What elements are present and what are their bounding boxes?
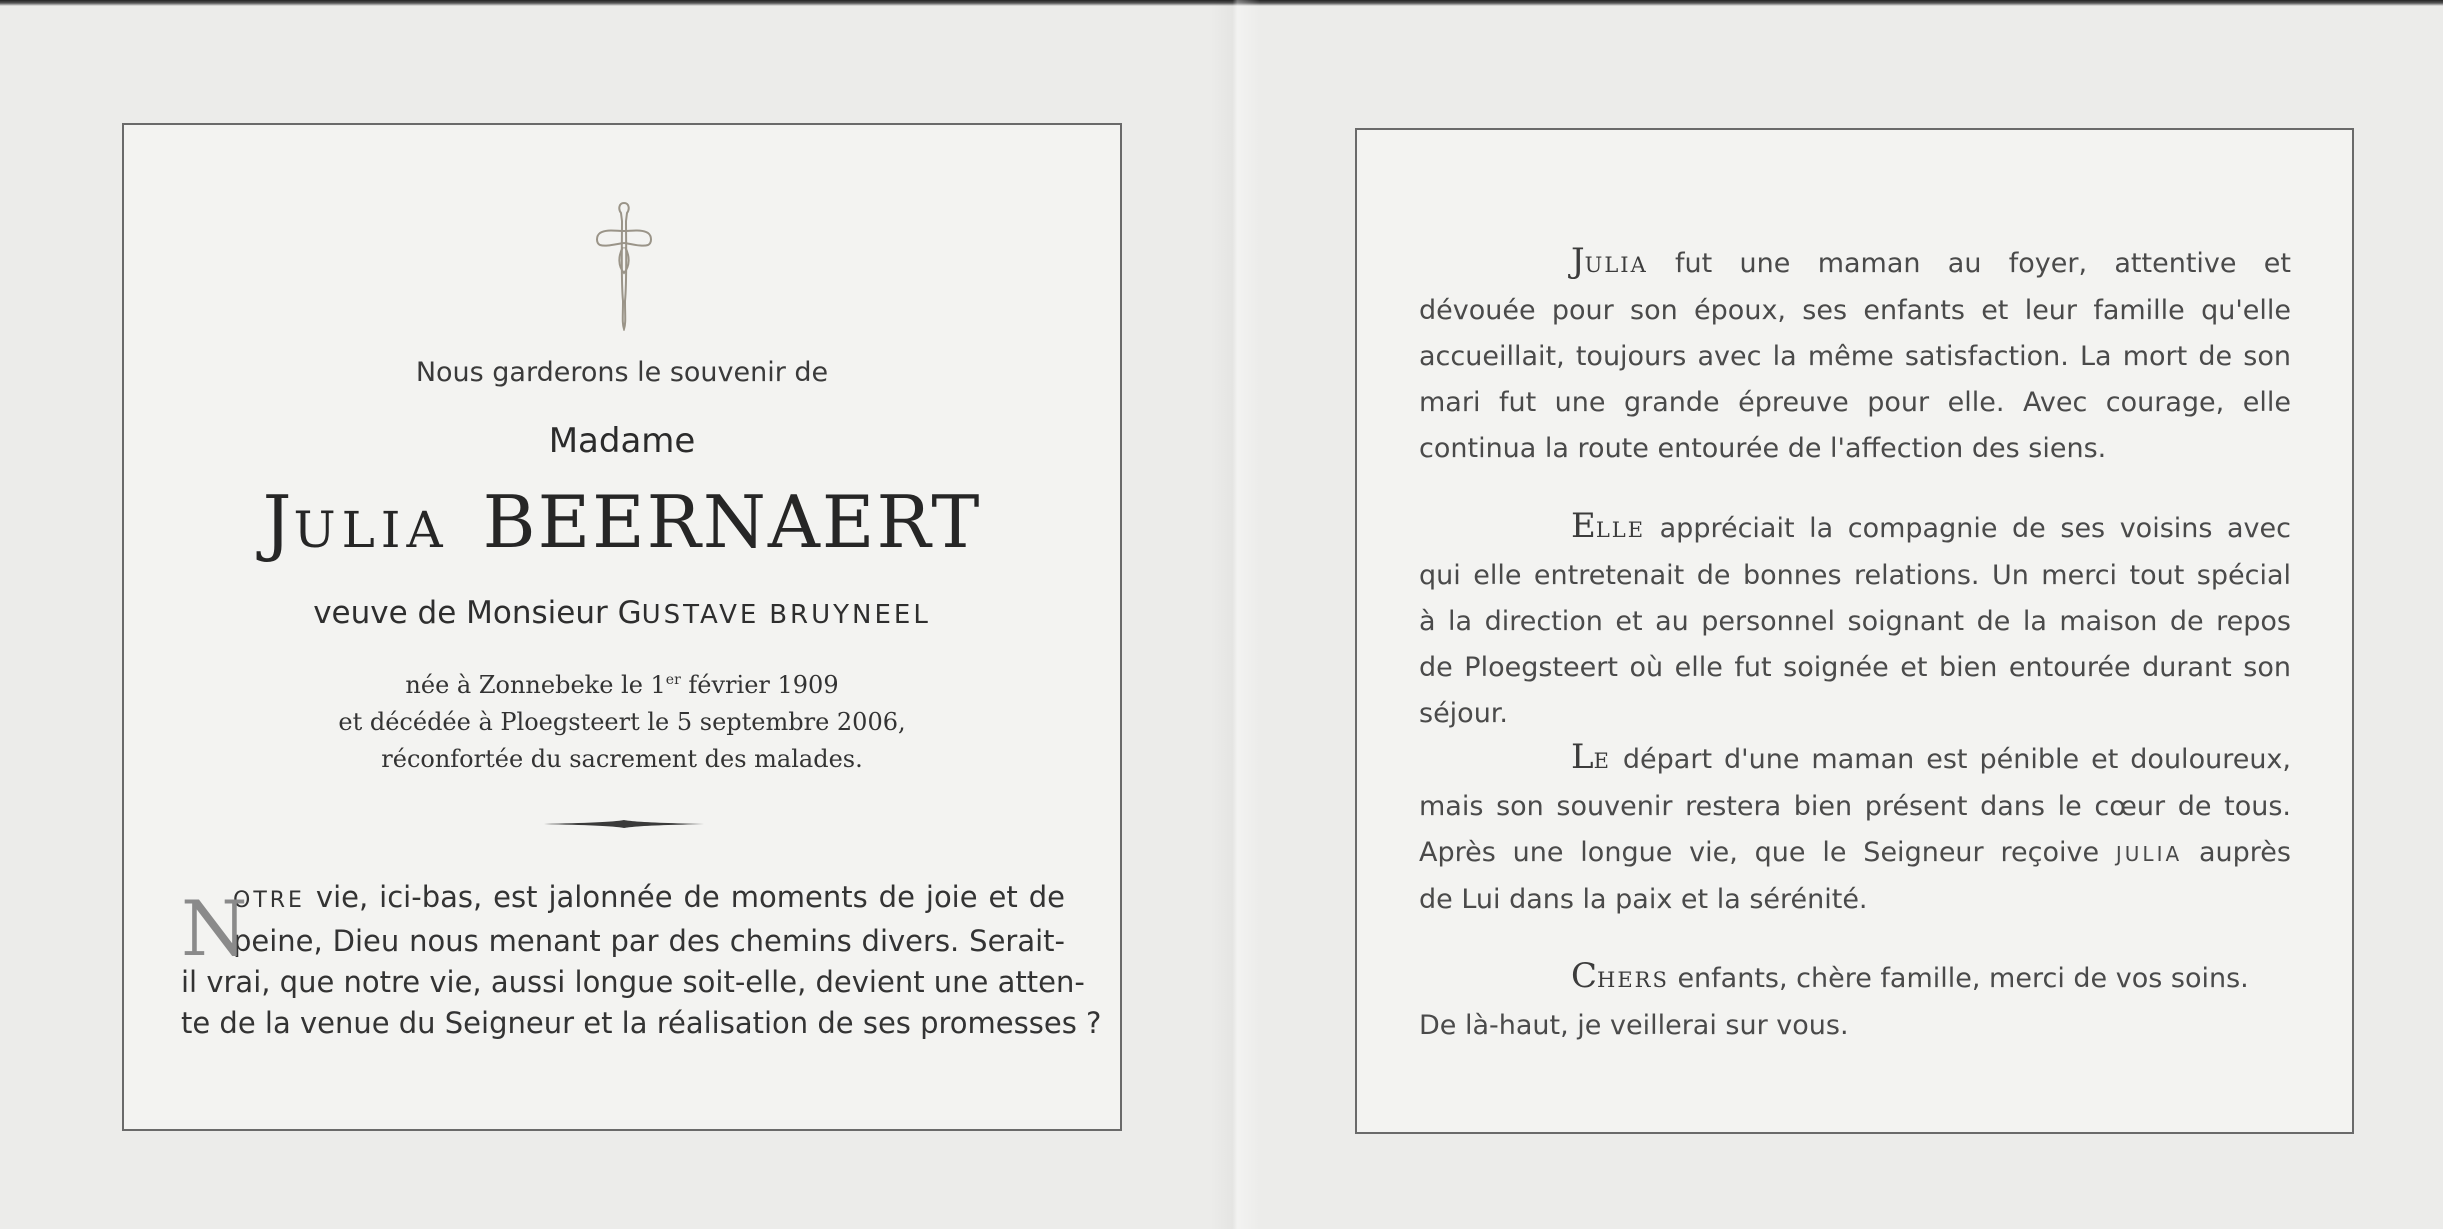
deceased-name <box>124 480 1120 564</box>
p1-line-4: mari fut une grande épreuve pour elle. Avec courage, elle <box>1419 387 2291 418</box>
p1-line-5: continua la route entourée de l'affection des siens. <box>1419 433 2107 464</box>
cross-icon <box>594 201 654 331</box>
husband-first-initial: G <box>617 595 642 631</box>
verse-line-4: te de la venue du Seigneur et la réalisation de ses promesses ? <box>181 1006 1102 1040</box>
p1-line-1-text: fut une maman au foyer, attentive et <box>1647 248 2291 279</box>
husband-first-rest: USTAVE <box>641 600 760 630</box>
verse-block <box>181 877 1102 1044</box>
husband-last-name: BRUYNEEL <box>769 600 931 630</box>
verse-line-3: il vrai, que notre vie, aussi longue soit-elle, devient une atten- <box>181 965 1085 999</box>
divider-ornament-icon <box>544 818 704 830</box>
p2-line-4: de Ploegsteert où elle fut soignée et bien entourée durant son <box>1419 652 2291 683</box>
first-name-initial: J <box>262 480 294 564</box>
p2-line-1 <box>1419 503 2291 553</box>
p2-cap: E <box>1571 506 1596 546</box>
verse-dropcap: N <box>181 884 248 973</box>
paragraph-4 <box>1419 953 2291 1049</box>
p3-line-2: mais son souvenir restera bien présent dans le cœur de tous. <box>1419 791 2291 822</box>
p3-line-1-text: départ d'une maman est pénible et douloureux, <box>1610 744 2291 775</box>
birth-line <box>124 662 1120 704</box>
verse-line-1 <box>181 877 1065 921</box>
p4-line-2: De là-haut, je veillerai sur vous. <box>1419 1010 1849 1041</box>
dates-block <box>124 662 1120 778</box>
first-name-rest: ULIA <box>293 501 449 559</box>
widow-line <box>124 595 1120 631</box>
p3-line-4: de Lui dans la paix et la sérénité. <box>1419 884 1868 915</box>
p3-cap: L <box>1571 737 1594 777</box>
p2-line-3: à la direction et au personnel soignant de la maison de repos <box>1419 606 2291 637</box>
p1-line-2: dévouée pour son époux, ses enfants et leur famille qu'elle <box>1419 295 2291 326</box>
paragraph-1 <box>1419 238 2291 472</box>
p3-line-1 <box>1419 734 2291 784</box>
p4-line-1 <box>1419 953 2291 1003</box>
death-line: et décédée à Ploegsteert le 5 septembre 2006, <box>338 708 906 736</box>
p4-cap: C <box>1571 956 1598 996</box>
p2-line-2: qui elle entretenait de bonnes relations. Un merci tout spécial <box>1419 560 2291 591</box>
paragraph-3 <box>1419 734 2291 923</box>
birth-sup: er <box>665 672 681 688</box>
right-panel <box>1355 128 2354 1134</box>
sacrament-line: réconfortée du sacrement des malades. <box>381 745 863 773</box>
verse-line-2: peine, Dieu nous menant par des chemins divers. Serait- <box>233 924 1065 958</box>
p2-line-1-text: appréciait la compagnie de ses voisins avec <box>1645 513 2291 544</box>
p3-line-3a: Après une longue vie, que le Seigneur reçoive <box>1419 837 2116 868</box>
card-fold <box>1210 0 1260 1229</box>
p3-line-3 <box>1419 830 2291 877</box>
p1-capsc: ULIA <box>1584 253 1648 277</box>
paragraph-2 <box>1419 503 2291 737</box>
p3-line-3b: auprès <box>2182 837 2291 868</box>
widow-prefix: veuve de Monsieur <box>313 595 608 631</box>
title-madame: Madame <box>548 421 696 461</box>
birth-suffix: février 1909 <box>680 671 839 699</box>
p3-line-3-sc: JULIA <box>2115 842 2183 866</box>
verse-line-1-rest: vie, ici-bas, est jalonnée de moments de joie et de <box>304 880 1065 914</box>
intro-text: Nous garderons le souvenir de <box>415 357 829 388</box>
birth-prefix: née à Zonnebeke le 1 <box>405 671 666 699</box>
p1-cap: J <box>1571 241 1585 281</box>
p2-capsc: LLE <box>1595 518 1646 542</box>
p1-line-1 <box>1419 238 2291 288</box>
p4-capsc: HERS <box>1597 968 1669 992</box>
last-name: BEERNAERT <box>482 480 982 564</box>
p2-line-5: séjour. <box>1419 698 1509 729</box>
p3-capsc: E <box>1593 749 1611 773</box>
verse-lead-sc: OTRE <box>233 888 305 913</box>
p1-line-3: accueillait, toujours avec la même satisfaction. La mort de son <box>1419 341 2291 372</box>
left-panel <box>122 123 1122 1131</box>
p4-line-1-text: enfants, chère famille, merci de vos soins. <box>1668 963 2249 994</box>
